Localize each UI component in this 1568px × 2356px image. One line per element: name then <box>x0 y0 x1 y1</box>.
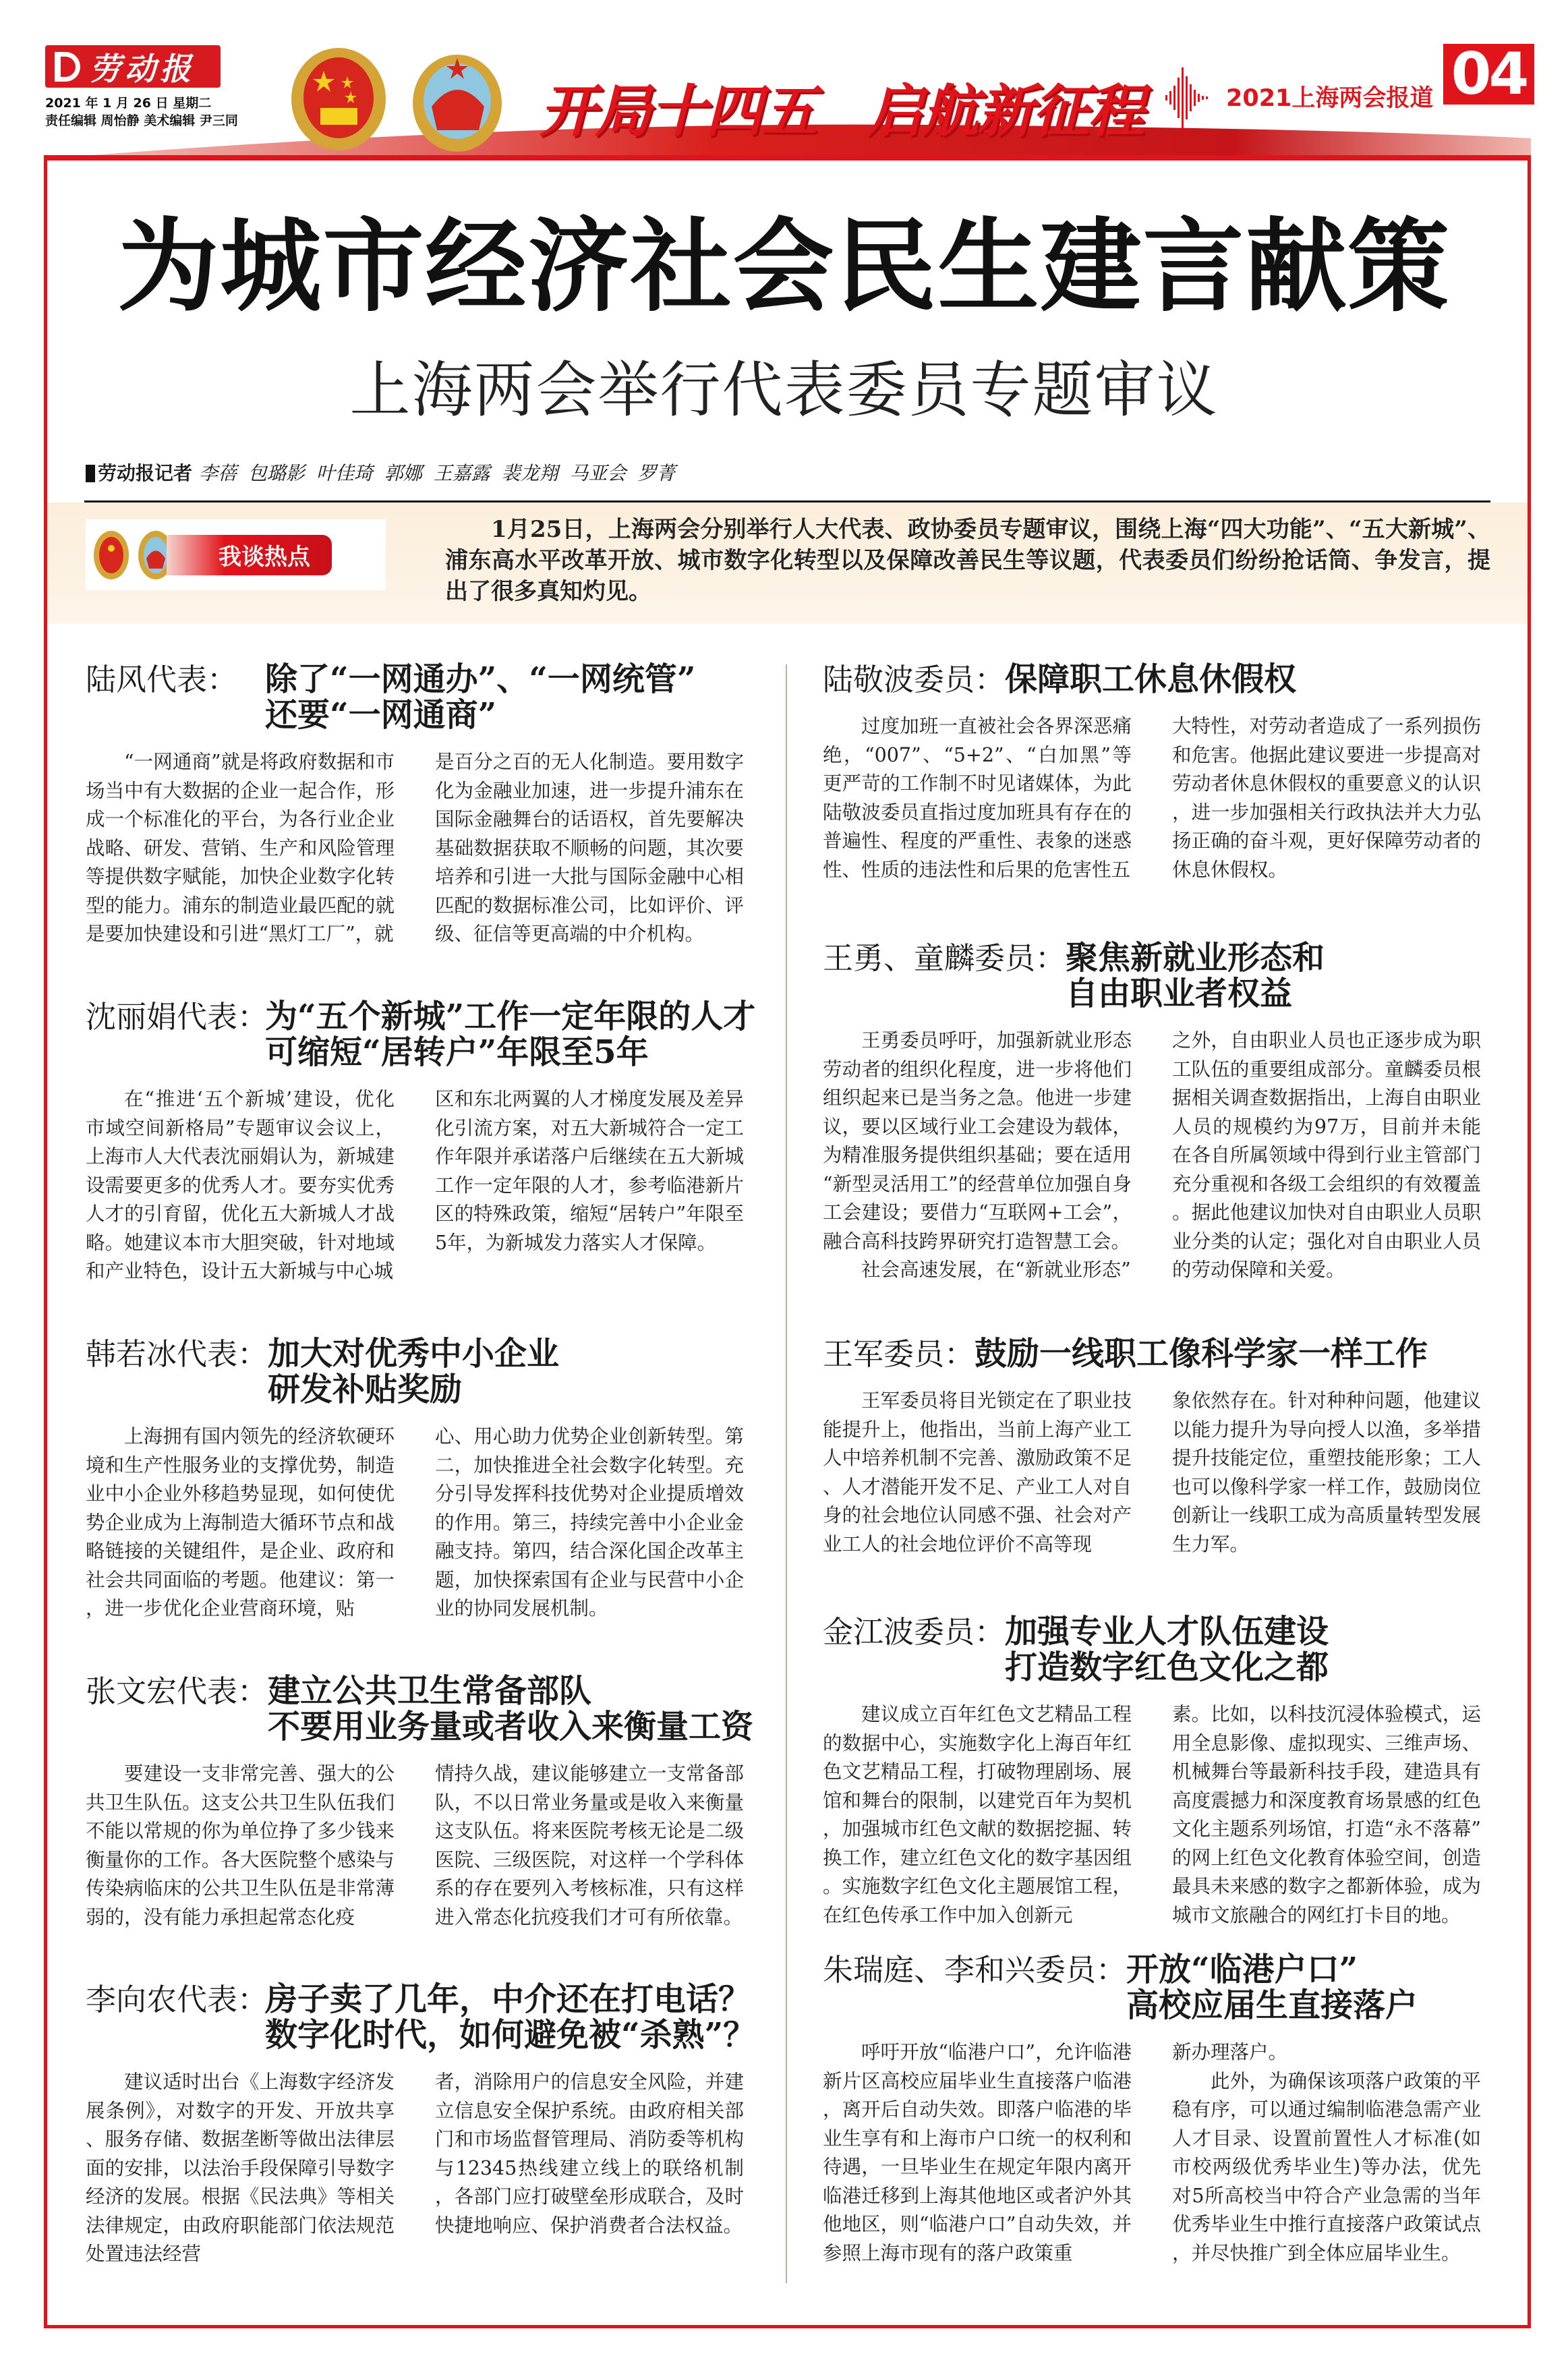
speaker-name: 朱瑞庭、李和兴委员： <box>823 1952 1127 1988</box>
headline-line: 自由职业者权益 <box>1066 975 1293 1012</box>
badge-label: 我谈热点 <box>167 535 332 575</box>
paragraph: 王勇委员呼吁，加强新就业形态劳动者的组织化程度，进一步将他们组织起来已是当务之急。他进一步建议，要以区域行业工会建设为载体，为精准服务提供组织基础；要在适用“新型灵活用工”的经营单位加强自身工会建设；要借力“互联网+工会”，融合高科技跨界研究打造智慧工会。 <box>823 1029 1132 1253</box>
newspaper-logo <box>45 45 221 88</box>
text-column <box>435 1760 744 1932</box>
slogan-part1: 开局十四五 <box>540 78 817 144</box>
text-column <box>86 1760 395 1932</box>
paragraph: “一网通商”就是将政府数据和市场当中有大数据的企业一起合作，形成一个标准化的平台，为各行业企业战略、研发、营销、生产和风险管理等提供数字赋能，加快企业数字化转型的能力。浦东的制造业最匹配的就是要加快建设和引进“黑灯工厂”，就 <box>86 751 395 945</box>
text-column <box>435 1085 744 1286</box>
text-column <box>435 2068 744 2269</box>
headline-line: 为“五个新城”工作一定年限的人才 <box>265 998 756 1035</box>
page-number: 04 <box>1443 44 1534 105</box>
article <box>86 995 756 1286</box>
text-column <box>1172 1027 1481 1285</box>
headline-line: 还要“一网通商” <box>265 696 497 734</box>
logo-mark-icon <box>55 52 80 82</box>
text-column <box>823 1387 1132 1559</box>
article-headline <box>1005 1614 1329 1686</box>
article-title <box>86 998 756 1071</box>
article <box>86 1978 756 2269</box>
paragraph: 建议成立百年红色文艺精品工程的数据中心，实施数字化上海百年红色文艺精品工程，打破物理剧场、展馆和舞台的限制，以建党百年为契机，加强城市红色文献的数据挖掘、转换工作，建立红色文化的数字基因组。实施数字红色文化主题展馆工程，在红色传承工作中加入创新元 <box>823 1703 1132 1926</box>
text-column <box>823 2038 1132 2268</box>
byline-label: 劳动报记者 <box>98 462 193 484</box>
national-emblem-icon <box>283 44 395 152</box>
paragraph: 王军委员将目光锁定在了职业技能提升上，他指出，当前上海产业工人中培养机制不完善、激励政策不足、人才潜能开发不足、产业工人对自身的社会地位认同感不强、社会对产业工人的社会地位评价不高等现 <box>823 1389 1132 1555</box>
paragraph: 情持久战，建议能够建立一支常备部队，不以日常业务量或是收入来衡量这支队伍。将来医院考核无论是二级医院、三级医院，对这样一个学科体系的存在要列入考核标准，只有这样进入常态化抗疫我们才可有所依靠。 <box>435 1762 744 1928</box>
hot-topic-badge <box>86 519 386 590</box>
speaker-name: 王军委员： <box>823 1336 975 1372</box>
article <box>823 1610 1490 1930</box>
paragraph: 社会高速发展，在“新就业形态” <box>861 1259 1131 1281</box>
headline-line: 高校应届生直接落户 <box>1126 1986 1418 2024</box>
text-column <box>86 748 395 949</box>
article-title <box>823 1614 1490 1686</box>
paragraph: 上海拥有国内领先的经济软硬环境和生产性服务业的支撑优势，制造业中小企业外移趋势显现，如何使优势企业成为上海制造大循环节点和战略链接的关键组件，是企业、政府和社会共同面临的考题。他建议：第一，进一步优化企业营商环境，贴 <box>86 1425 395 1619</box>
text-column <box>823 1700 1132 1930</box>
article-body <box>86 1423 753 1624</box>
article-body <box>86 1760 753 1932</box>
article <box>823 1948 1490 2268</box>
paragraph: 之外，自由职业人员也正逐步成为职工队伍的重要组成部分。童麟委员根据相关调查数据指出，上海自由职业人员的规模约为97万，目前并未能在各自所属领域中得到行业主管部门充分重视和各级工会组织的有效覆盖。据此他建议加快对自由职业人员职业分类的认定；强化对自由职业人员的劳动保障和关爱。 <box>1172 1029 1481 1281</box>
paragraph: 象依然存在。针对种种问题，他建议以能力提升为导向授人以渔，多举措提升技能定位，重塑技能形象；工人也可以像科学家一样工作，鼓励岗位创新让一线职工成为高质量转型发展生力军。 <box>1172 1389 1481 1555</box>
text-column <box>86 1085 395 1286</box>
paragraph: 心、用心助力优势企业创新转型。第二，加快推进全社会数字化转型。充分引导发挥科技优势对企业提质增效的作用。第三，持续完善中小企业金融支持。第四，结合深化国企改革主题，加快探索国有企业与民营中小企业的协同发展机制。 <box>435 1425 744 1619</box>
square-bullet-icon <box>86 465 95 482</box>
article-body <box>823 1387 1490 1559</box>
article <box>86 1669 753 1932</box>
speaker-name: 沈丽娟代表： <box>86 999 268 1035</box>
headline-line: 保障职工休息休假权 <box>1005 660 1297 698</box>
byline <box>86 459 675 486</box>
speaker-name: 陆敬波委员： <box>823 662 1006 697</box>
headline-line: 研发补贴奖励 <box>268 1371 463 1408</box>
paragraph: 者，消除用户的信息安全风险，并建立信息安全保护系统。由政府相关部门和市场监督管理局、消防委等机构与12345热线建立线上的联络机制，各部门应打破壁垒形成联合，及时快捷地响应、保护消费者合法权益。 <box>435 2071 744 2237</box>
headline-line: 建立公共卫生常备部队 <box>267 1672 591 1710</box>
text-column <box>823 712 1132 884</box>
speaker-name: 韩若冰代表： <box>86 1336 268 1372</box>
paragraph: 是百分之百的无人化制造。要用数字化为金融业加速，进一步提升浦东在国际金融舞台的话语权，首先要解决基础数据获取不顺畅的问题，其次要培养和引进一大批与国际金融中心相匹配的数据标准公司，比如评价、评级、征信等更高端的中介机构。 <box>435 751 744 945</box>
paragraph: 在“推进‘五个新城’建设，优化市域空间新格局”专题审议会议上，上海市人大代表沈丽娟认为，新城建设需要更多的优秀人才。要夯实优秀人才的引育留，优化五大新城人才战略。她建议本市大胆突破，针对地域和产业特色，设计五大新城与中心城 <box>86 1088 395 1282</box>
text-column <box>1172 712 1481 884</box>
article-body <box>823 712 1490 884</box>
column-divider <box>786 664 787 2283</box>
paragraph: 过度加班一直被社会各界深恶痛绝，“007”、“5+2”、“白加黑”等更严苛的工作制不时见诸媒体，为此陆敬波委员直指过度加班具有存在的普遍性、程度的严重性、表象的迷惑性、性质的违法性和后果的危害性五 <box>823 715 1132 881</box>
main-headline: 为城市经济社会民生建言献策 <box>117 207 1451 326</box>
text-column <box>1172 1387 1481 1559</box>
paragraph: 新办理落户。 <box>1172 2041 1288 2063</box>
text-column <box>1172 1700 1481 1930</box>
paragraph: 呼吁开放“临港户口”，允许临港新片区高校应届毕业生直接落户临港，离开后自动失效。即落户临港的毕业生享有和上海市户口统一的权利和待遇，一旦毕业生在规定年限内离开临港迁移到上海其他地区或者沪外其他地区，则“临港户口”自动失效，并参照上海市现有的落户政策重 <box>823 2041 1132 2264</box>
logo-text: 劳动报 <box>90 50 195 87</box>
text-column <box>823 1027 1132 1285</box>
article-title <box>86 1673 753 1745</box>
text-column <box>86 2068 395 2269</box>
article-body <box>823 1027 1490 1285</box>
headline-line: 可缩短“居转户”年限至5年 <box>265 1033 649 1071</box>
byline-names: 李蓓 包璐影 叶佳琦 郭娜 王嘉露 裴龙翔 马亚会 罗菁 <box>199 462 676 484</box>
headline-line: 开放“临港户口” <box>1126 1951 1358 1988</box>
article-title <box>823 940 1490 1012</box>
article-body <box>86 1085 753 1286</box>
text-column <box>435 748 744 949</box>
article-headline <box>265 999 755 1070</box>
headline-line: 打造数字红色文化之都 <box>1005 1648 1329 1686</box>
intro-paragraph: 1月25日，上海两会分别举行人大代表、政协委员专题审议，围绕上海“四大功能”、“五大新城”、浦东高水平改革开放、城市数字化转型以及保障改善民生等议题，代表委员们纷纷抢话筒、争发言，提出了很多真知灼见。 <box>445 516 1490 605</box>
slogan-part2: 启航新征程 <box>867 78 1144 144</box>
article-headline <box>268 1336 559 1408</box>
speaker-name: 陆风代表： <box>86 662 238 697</box>
article-title <box>86 1336 753 1408</box>
editors: 责任编辑 周怡静 美术编辑 尹三同 <box>45 113 238 128</box>
speaker-name: 张文宏代表： <box>86 1673 268 1709</box>
article <box>823 658 1490 884</box>
article-title <box>823 662 1490 697</box>
text-column <box>1172 2038 1481 2268</box>
article-title <box>86 662 753 733</box>
article <box>823 1332 1490 1559</box>
national-emblem-icon <box>91 528 132 582</box>
headline-line: 加强专业人才队伍建设 <box>1005 1613 1329 1650</box>
article <box>86 1332 753 1624</box>
article-headline <box>1066 940 1325 1012</box>
speaker-name: 王勇、童麟委员： <box>823 940 1066 976</box>
text-column <box>435 1423 744 1624</box>
headline-line: 除了“一网通办”、“一网统管” <box>265 660 696 698</box>
article-body <box>86 2068 753 2269</box>
paragraph: 大特性，对劳动者造成了一系列损伤和危害。他据此建议要进一步提高对劳动者休息休假权的重要意义的认识，进一步加强相关行政执法并大力弘扬正确的奋斗观，更好保障劳动者的休息休假权。 <box>1172 715 1481 881</box>
article-body <box>86 748 753 949</box>
headline-line: 房子卖了几年，中介还在打电话？ <box>265 1980 751 2018</box>
headline-line: 加大对优秀中小企业 <box>268 1335 560 1373</box>
article <box>86 658 753 949</box>
sound-wave-icon <box>1146 64 1224 132</box>
article-headline <box>265 662 695 733</box>
headline-line: 鼓励一线职工像科学家一样工作 <box>975 1335 1428 1373</box>
speaker-name: 金江波委员： <box>823 1614 1006 1650</box>
subheadline: 上海两会举行代表委员专题审议 <box>349 355 1219 426</box>
paragraph: 区和东北两翼的人才梯度发展及差异化引流方案，对五大新城符合一定工作年限并承诺落户后继续在五大新城工作一定年限的人才，参考临港新片区的特殊政策，缩短“居转户”年限至5年，为新城发力落实人才保障。 <box>435 1088 744 1254</box>
issue-date: 2021 年 1 月 26 日 星期二 <box>45 96 212 111</box>
article-headline <box>268 1673 753 1745</box>
headline-line: 不要用业务量或者收入来衡量工资 <box>267 1708 753 1746</box>
article-body <box>823 1700 1490 1930</box>
article-headline <box>265 1982 755 2053</box>
text-column <box>86 1423 395 1624</box>
paragraph: 素。比如，以科技沉浸体验模式，运用全息影像、虚拟现实、三维声场、机械舞台等最新科技手段，建造具有高度震撼力和深度教育场景感的红色文化主题系列场馆，打造“永不落幕”的网上红色文化教育体验空间，创造最具未来感的数字之都新体验，成为城市文旅融合的网红打卡目的地。 <box>1172 1703 1481 1926</box>
paragraph: 此外，为确保该项落户政策的平稳有序，可以通过编制临港急需产业人才目录、设置前置性人才标准(如市校两级优秀毕业生)等办法，优先对5所高校当中符合产业急需的当年优秀毕业生中推行直接落户政策试点，并尽快推广到全体应届毕业生。 <box>1172 2069 1481 2264</box>
article-headline <box>1126 1952 1418 2023</box>
article-title <box>86 1980 756 2054</box>
paragraph: 建议适时出台《上海数字经济发展条例》，对数字的开发、开放共享、服务存储、数据垄断等做出法律层面的安排，以法治手段保障引导数字经济的发展。根据《民法典》等相关法律规定，由政府职能部门依法规范处置违法经营 <box>86 2071 395 2265</box>
article-headline <box>975 1336 1428 1372</box>
paragraph: 要建设一支非常完善、强大的公共卫生队伍。这支公共卫生队伍我们不能以常规的你为单位挣了多少钱来衡量你的工作。各大医院整个感染与传染病临床的公共卫生队伍是非常薄弱的，没有能力承担起常态化疫 <box>86 1762 395 1928</box>
headline-line: 聚焦新就业形态和 <box>1066 939 1325 977</box>
headline-line: 数字化时代，如何避免被“杀熟”？ <box>265 2016 756 2054</box>
speaker-name: 李向农代表： <box>86 1982 268 2017</box>
article-body <box>823 2038 1490 2268</box>
section-label: 2021上海两会报道 <box>1226 85 1434 112</box>
article-headline <box>1005 662 1296 697</box>
article-title <box>823 1336 1490 1372</box>
article-title <box>823 1952 1490 2023</box>
article <box>823 936 1490 1285</box>
cppcc-emblem-icon <box>405 53 513 154</box>
